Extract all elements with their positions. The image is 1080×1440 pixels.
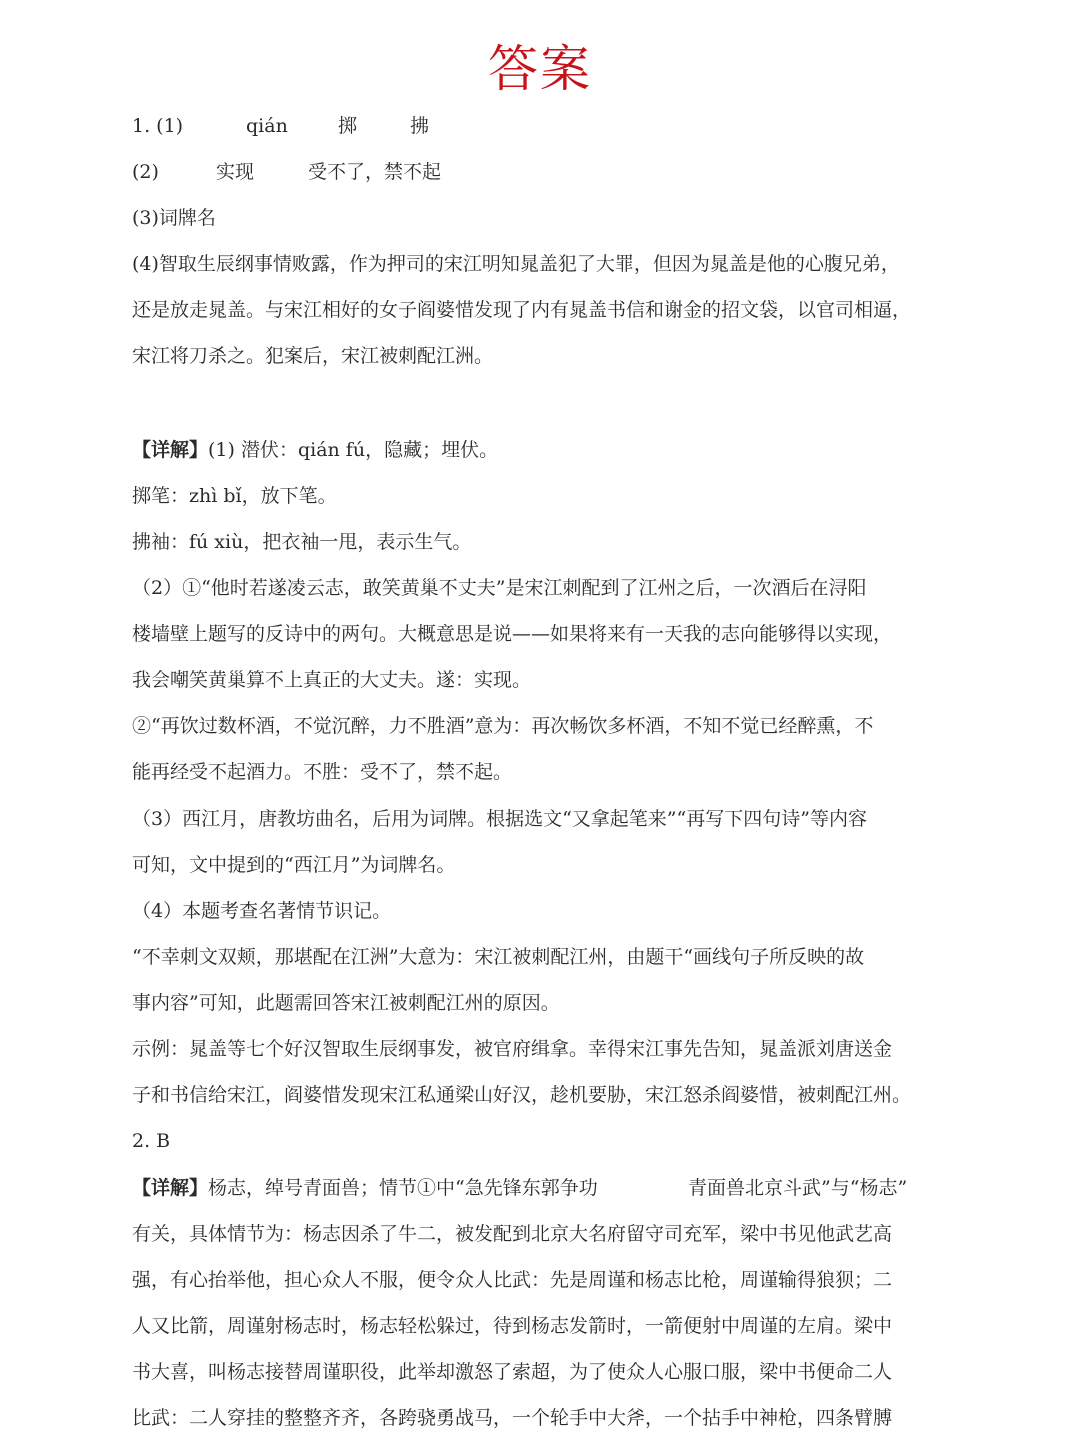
explanation-1-line-15: 子和书信给宋江，阎婆惜发现宋江私通梁山好汉，趁机要胁，宋江怒杀阎婆惜，被刺配江州。 — [132, 1084, 912, 1106]
explanation-1-tag: 【详解】 — [132, 439, 209, 461]
explanation-1-line-4: （2）①“他时若遂凌云志，敢笑黄巢不丈夫”是宋江刺配到了江州之后，一次酒后在浔阳 — [132, 577, 867, 599]
explanation-1-line-7: ②“再饮过数杯酒，不觉沉醉，力不胜酒”意为：再次畅饮多杯酒，不知不觉已经醉熏，不 — [132, 715, 874, 737]
explanation-1-line-10: 可知，文中提到的“西江月”为词牌名。 — [132, 854, 456, 876]
answer-1-part-4-line-2: 还是放走晁盖。与宋江相好的女子阎婆惜发现了内有晁盖书信和谢金的招文袋，以官司相逼， — [132, 299, 912, 321]
explanation-2-line-4: 人又比箭，周谨射杨志时，杨志轻松躲过，待到杨志发箭时，一箭便射中周谨的左肩。梁中 — [132, 1315, 893, 1337]
page-title: 答案 — [488, 40, 592, 98]
explanation-1-line-14: 示例：晁盖等七个好汉智取生辰纲事发，被官府缉拿。幸得宋江事先告知，晁盖派刘唐送金 — [132, 1038, 893, 1060]
explanation-2-line-2: 有关，具体情节为：杨志因杀了牛二，被发配到北京大名府留守司充军，梁中书见他武艺高 — [132, 1223, 893, 1245]
explanation-2-text-a: 杨志，绰号青面兽；情节①中“急先锋东郭争功 — [208, 1177, 598, 1199]
explanation-1-line-2: 掷笔：zhì bǐ，放下笔。 — [132, 485, 337, 507]
explanation-2-line-3: 强，有心抬举他，担心众人不服，便令众人比武：先是周谨和杨志比枪，周谨输得狼狈；二 — [132, 1269, 893, 1291]
explanation-1-line-8: 能再经受不起酒力。不胜：受不了，禁不起。 — [132, 761, 513, 783]
answer-1-part-1-char-a: 掷 — [338, 115, 358, 137]
answer-1-part-2-label: (2) — [132, 161, 159, 183]
explanation-2-text-b: 青面兽北京斗武”与“杨志” — [688, 1177, 908, 1199]
answer-1-part-2-a: 实现 — [216, 161, 255, 183]
explanation-1-line-13: 事内容”可知，此题需回答宋江被刺配江州的原因。 — [132, 992, 560, 1014]
explanation-1-line-11: （4）本题考查名著情节识记。 — [132, 900, 392, 922]
answer-1-part-1-pinyin: qián — [246, 115, 288, 137]
answer-1-part-1-char-b: 拂 — [410, 115, 430, 137]
explanation-1-text-1: (1) 潜伏：qián fú，隐藏；埋伏。 — [208, 439, 499, 461]
answer-1-part-4-line-1: (4)智取生辰纲事情败露，作为押司的宋江明知晁盖犯了大罪，但因为晁盖是他的心腹兄弟， — [132, 253, 900, 275]
answer-1-part-2-b: 受不了，禁不起 — [308, 161, 442, 183]
explanation-1-line-1 — [132, 437, 954, 463]
answer-1-part-2 — [132, 159, 954, 185]
answer-1-part-1 — [132, 113, 954, 139]
explanation-1-line-6: 我会嘲笑黄巢算不上真正的大丈夫。遂：实现。 — [132, 669, 532, 691]
explanation-2-line-6: 比武：二人穿挂的整整齐齐，各跨骁勇战马，一个轮手中大斧，一个拈手中神枪，四条臂膊 — [132, 1407, 893, 1429]
answer-1-part-3: (3)词牌名 — [132, 207, 216, 229]
explanation-2-line-5: 书大喜，叫杨志接替周谨职役，此举却激怒了索超，为了使众人心服口服，梁中书便命二人 — [132, 1361, 893, 1383]
answer-1-part-1-label: 1. (1) — [132, 115, 184, 137]
explanation-1-line-3: 拂袖：fú xiù，把衣袖一甩，表示生气。 — [132, 531, 472, 553]
explanation-2-line-1 — [132, 1175, 954, 1201]
explanation-1-line-9: （3）西江月，唐教坊曲名，后用为词牌。根据选文“又拿起笔来”“再写下四句诗”等内容 — [132, 808, 867, 830]
explanation-1-line-12: “不幸刺文双颊，那堪配在江洲”大意为：宋江被刺配江州，由题干“画线句子所反映的故 — [132, 946, 865, 968]
explanation-1-line-5: 楼墙壁上题写的反诗中的两句。大概意思是说——如果将来有一天我的志向能够得以实现， — [132, 623, 893, 645]
answer-1-part-4-line-3: 宋江将刀杀之。犯案后，宋江被刺配江洲。 — [132, 345, 494, 367]
answer-2: 2. B — [132, 1130, 171, 1152]
explanation-2-tag: 【详解】 — [132, 1177, 209, 1199]
